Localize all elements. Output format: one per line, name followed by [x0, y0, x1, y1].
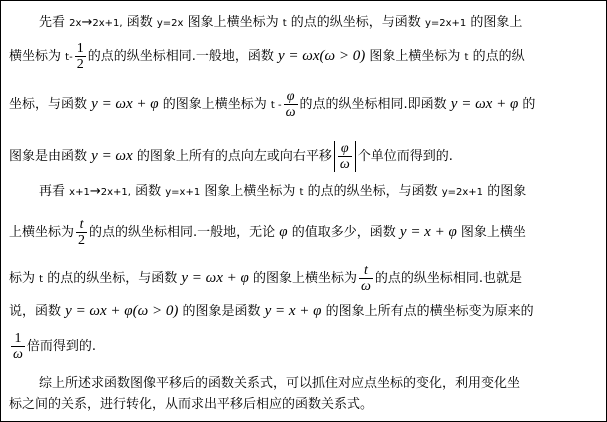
text: 图象上横坐标为: [204, 184, 296, 199]
expr: y=2x+1: [424, 18, 467, 29]
text: 的点的纵坐标，与函数: [47, 271, 178, 286]
fraction-numerator: φ: [286, 89, 295, 104]
arrow-icon: →: [89, 184, 101, 199]
text: 的点的纵坐标相同.一般地，无论: [89, 225, 276, 240]
fraction-denominator: ω: [285, 105, 296, 120]
fraction: [76, 217, 87, 248]
expr: t: [464, 52, 469, 63]
text: 函数: [126, 15, 153, 30]
math-expr: y = ωx(ω > 0): [277, 48, 366, 64]
fraction: [75, 41, 86, 72]
text: 图象上横坐: [460, 225, 526, 240]
fraction-numerator: 1: [14, 331, 22, 346]
text: 图象上横坐标为: [369, 49, 461, 64]
fraction-numerator: φ: [340, 141, 349, 156]
text: 标之间的关系，进行转化，从而求出平移后相应的函数关系式。: [9, 397, 374, 412]
fraction: [284, 89, 298, 120]
text: 标为: [9, 271, 36, 286]
p1-line-4: [9, 141, 453, 172]
fraction-denominator: ω: [339, 157, 350, 172]
text: 的点的纵坐标，与函数: [307, 184, 438, 199]
fraction: [359, 263, 373, 294]
math-expr: y = x + φ: [399, 224, 457, 240]
expr: t -: [270, 100, 282, 111]
text: 的值取多少，函数: [291, 225, 396, 240]
text: 的图象上: [470, 15, 523, 30]
absolute-value: [334, 141, 356, 172]
expr: y=x+1: [165, 187, 201, 198]
text: 的图象上横坐标为: [252, 271, 357, 286]
expr: t: [39, 274, 44, 285]
text: 的点的纵: [472, 49, 525, 64]
text: 再看: [39, 184, 66, 199]
math-expr: y = ωx + φ: [181, 270, 249, 286]
expr: t-: [65, 52, 73, 63]
fraction-numerator: 1: [76, 41, 84, 56]
math-expr: y = ωx: [91, 148, 133, 164]
fraction-denominator: ω: [360, 279, 371, 294]
fraction: [338, 141, 352, 172]
arrow-icon: →: [81, 15, 93, 30]
p1-line-1: [39, 15, 522, 32]
text: 的图象上所有的点向左或向右平移: [136, 149, 332, 164]
expr: t: [282, 18, 287, 29]
p2-line-3: [9, 263, 522, 294]
p3-line-2: [9, 397, 373, 413]
text: 倍而得到的.: [26, 339, 97, 354]
text: 函数: [135, 184, 162, 199]
text: 的图象上横坐标为: [162, 97, 267, 112]
p3-line-1: [39, 376, 520, 392]
text: 说，函数: [9, 304, 62, 319]
math-expr: y = x + φ: [264, 303, 322, 319]
fraction: [11, 331, 25, 362]
expr: y=2x: [156, 18, 184, 29]
p2-line-2: [9, 217, 526, 248]
text: 横坐标为: [9, 49, 62, 64]
p1-line-3: [9, 89, 535, 120]
text: 的图象是函数: [182, 304, 261, 319]
fraction-denominator: 2: [78, 233, 86, 248]
math-expr: y = ωx + φ: [91, 96, 159, 112]
text: 的点的纵坐标相同.也就是: [374, 271, 523, 286]
text: 的图象: [487, 184, 527, 199]
fraction-numerator: t: [363, 263, 368, 278]
text: 的点的纵坐标相同.一般地，函数: [87, 49, 274, 64]
text: 的图象上所有点的横坐标变为原来的: [325, 304, 534, 319]
p2-line-4: [9, 303, 534, 320]
expr: x+1: [69, 187, 90, 198]
text: 坐标，与函数: [9, 97, 88, 112]
text: 个单位而得到的.: [357, 149, 453, 164]
text: 上横坐标为: [9, 225, 75, 240]
p2-line-5: [9, 331, 96, 362]
text: 的: [522, 97, 536, 112]
text: 综上所述求函数图像平移后的函数关系式，可以抓住对应点坐标的变化，利用变化坐: [39, 376, 521, 391]
text: 的点的纵坐标，与函数: [290, 15, 421, 30]
p1-line-2: [9, 41, 525, 72]
p2-line-1: [39, 184, 526, 201]
expr: 2x+1,: [92, 18, 123, 29]
fraction-numerator: t: [79, 217, 84, 232]
fraction-denominator: 2: [76, 57, 84, 72]
fraction-denominator: ω: [13, 347, 23, 362]
expr: y=2x+1: [441, 187, 484, 198]
text: 的点的纵坐标相同.即函数: [299, 97, 447, 112]
text: 图象是由函数: [9, 149, 88, 164]
text: 先看: [39, 15, 66, 30]
math-expr: y = ωx + φ: [450, 96, 519, 112]
expr: 2x+1,: [100, 187, 131, 198]
expr: 2x: [69, 18, 82, 29]
expr: t: [299, 187, 304, 198]
math-expr: y = ωx + φ(ω > 0): [65, 303, 179, 319]
text: 图象上横坐标为: [187, 15, 279, 30]
math-expr: φ: [279, 224, 288, 240]
